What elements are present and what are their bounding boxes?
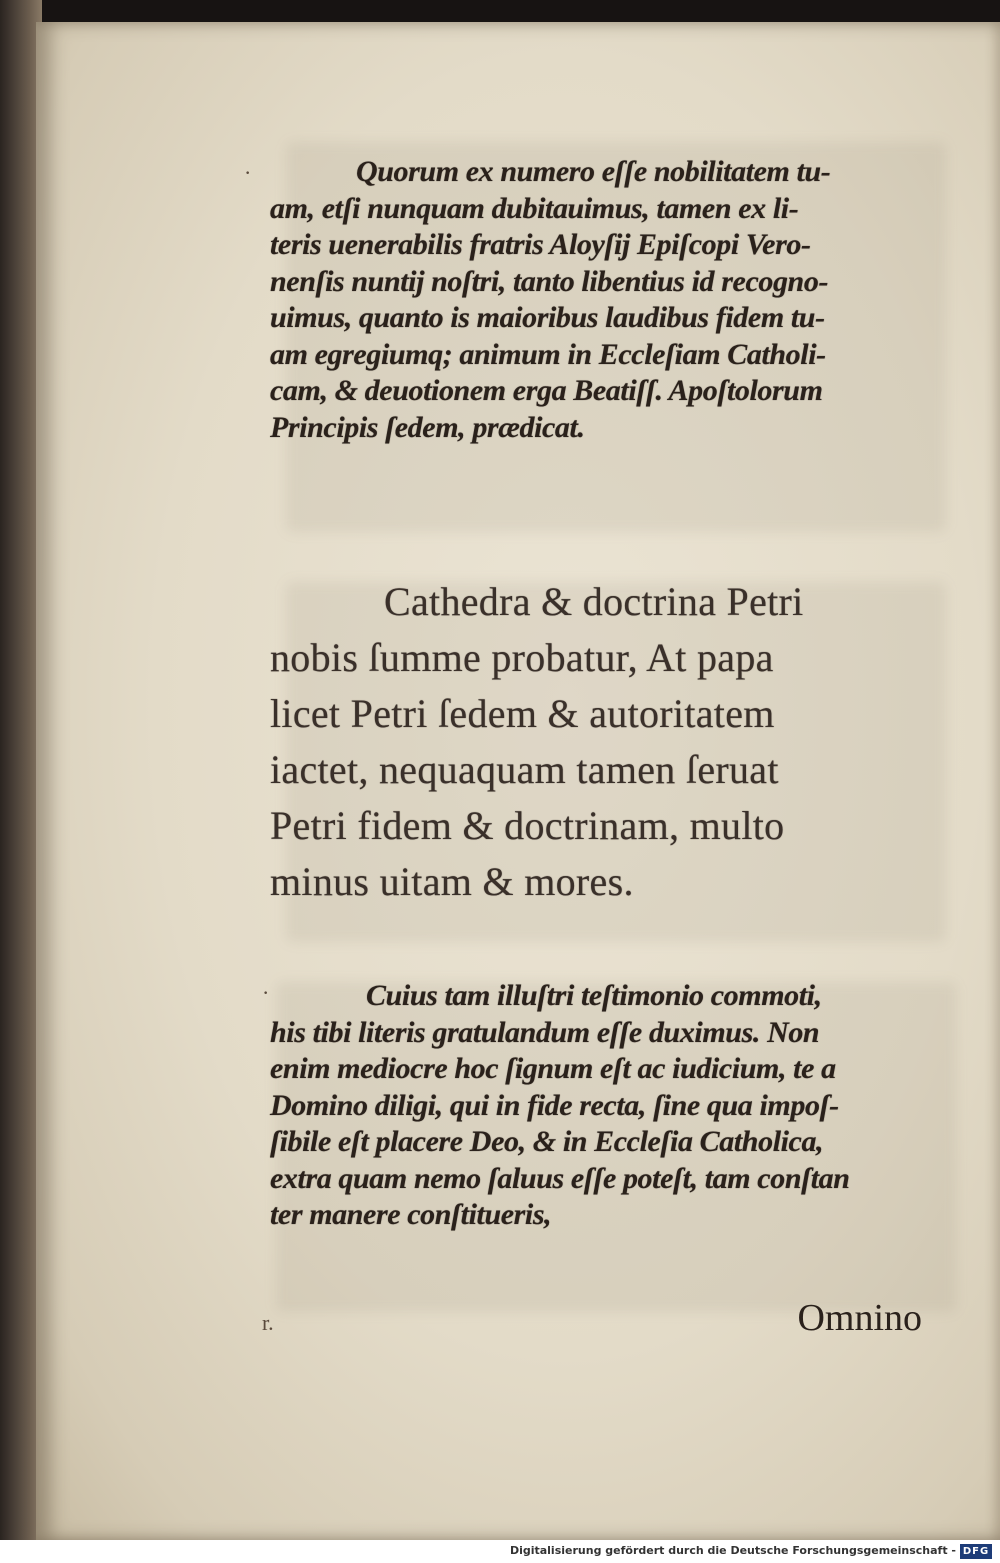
text-line: am egregiumq; animum in Eccleſiam Catholi-	[270, 337, 826, 371]
margin-mark: r.	[262, 1310, 274, 1335]
text-line: nenſis nuntij noſtri, tanto libentius id recogno-	[270, 264, 829, 298]
text-line: nobis ſumme probatur, At papa	[270, 635, 774, 680]
text-line: Principis ſedem, prædicat.	[270, 410, 585, 444]
margin-mark: ·	[244, 160, 252, 185]
text-line: ter manere conſtitueris,	[270, 1198, 552, 1231]
text-line: am, etſi nunquam dubitauimus, tamen ex li-	[270, 191, 799, 225]
text-line: ſibile eſt placere Deo, & in Eccleſia Catholica,	[270, 1125, 824, 1158]
text-line: extra quam nemo ſaluus eſſe poteſt, tam conſtan	[270, 1161, 850, 1195]
paragraph-3	[270, 978, 922, 1234]
text-line: cam, & deuotionem erga Beatiſſ. Apoſtolorum	[270, 374, 823, 407]
footer-credit: Digitalisierung gefördert durch die Deutsche Forschungsgemeinschaft -	[509, 1544, 956, 1557]
text-line: his tibi literis gratulandum eſſe duximus. Non	[270, 1015, 820, 1049]
text-line: iactet, nequaquam tamen ſeruat	[270, 747, 779, 792]
text-line: teris uenerabilis fratris Aloyſij Epiſcopi Vero-	[270, 228, 811, 261]
catchword: Omnino	[797, 1297, 922, 1339]
text-line: enim mediocre hoc ſignum eſt ac iudicium, te a	[270, 1052, 836, 1085]
text-line: Petri fidem & doctrinam, multo	[270, 803, 785, 848]
text-line: Domino diligi, qui in fide recta, ſine qua impoſ-	[270, 1088, 839, 1122]
text-line: licet Petri ſedem & autoritatem	[270, 691, 775, 736]
margin-mark: ·	[262, 980, 270, 1005]
text-line: uimus, quanto is maioribus laudibus fidem tu-	[270, 301, 825, 334]
text-line: Cuius tam illuſtri teſtimonio commoti,	[366, 979, 822, 1012]
paragraph-1	[270, 154, 922, 446]
text-line: minus uitam & mores.	[270, 859, 634, 904]
text-line: Cathedra & doctrina Petri	[384, 579, 804, 624]
paragraph-2	[270, 574, 922, 910]
footer-bar	[0, 1540, 1000, 1563]
text-line: Quorum ex numero eſſe nobilitatem tu-	[356, 155, 831, 188]
dfg-logo-icon: DFG	[960, 1544, 992, 1559]
